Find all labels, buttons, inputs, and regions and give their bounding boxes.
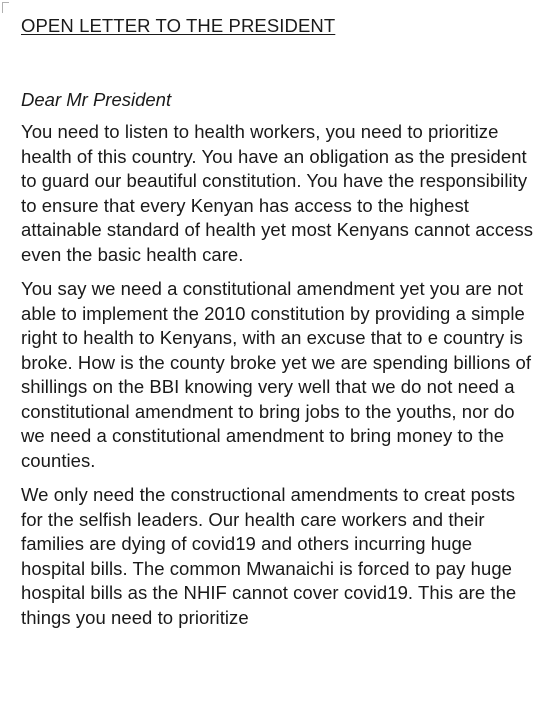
letter-paragraph-2: You say we need a constitutional amendment yet you are not able to implement the 2010 constitution by providing a simple right to health to Kenyans, with an excuse that to e country is broke. How is the county broke yet we are spending billions of shillings on the BBI knowing very well that we do not need a constitutional amendment to bring jobs to the youths, nor do we need a constitutional amendment to bring money to the counties. — [21, 278, 532, 471]
letter-paragraph-3: We only need the constructional amendments to creat posts for the selfish leaders. Our health care workers and their families are dying of covid19 and others incurring huge hospital bills. The common Mwanaichi is forced to pay huge hospital bills as the NHIF cannot cover covid19. This are the things you need to prioritize — [21, 484, 517, 628]
letter-title: OPEN LETTER TO THE PRESIDENT — [21, 15, 336, 36]
letter-body — [21, 12, 541, 630]
letter-paragraph-1: You need to listen to health workers, you need to prioritize health of this country. You have an obligation as the president to guard our beautiful constitution. You have the responsibility to ensure that every Kenyan has access to the highest attainable standard of health yet most Kenyans cannot access even the basic health care. — [21, 121, 534, 265]
page-corner-mark — [2, 2, 9, 13]
letter-salutation: Dear Mr President — [21, 89, 172, 110]
